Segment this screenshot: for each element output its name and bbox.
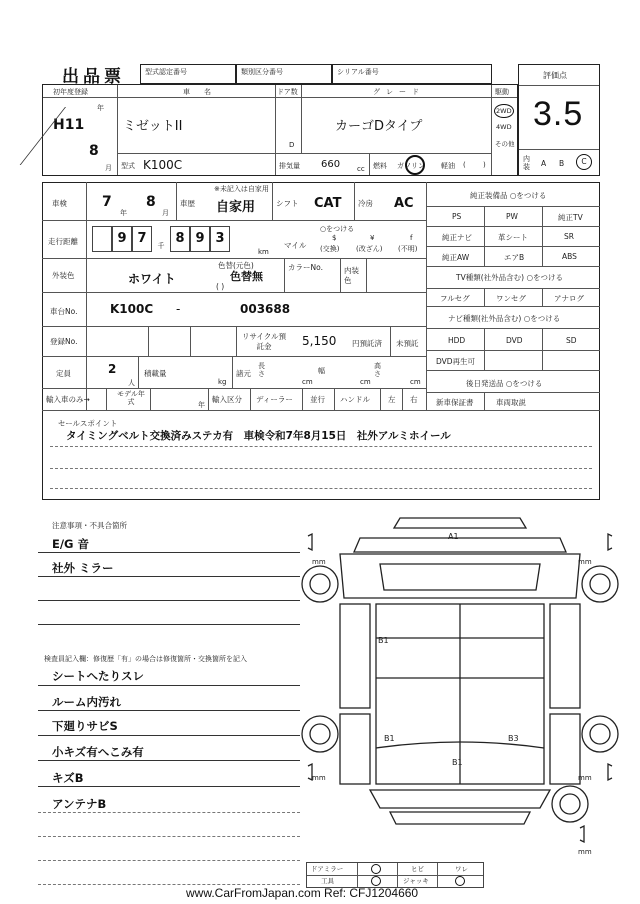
- serial-box: [332, 64, 492, 84]
- meter-exchange-top: $: [332, 234, 337, 242]
- length-label: 長さ: [258, 362, 265, 378]
- color-no-label: カラーNo.: [288, 263, 323, 272]
- width-label: 幅: [318, 367, 325, 375]
- tv-analog: アナログ: [554, 294, 584, 303]
- mm-unit: mm: [312, 558, 326, 566]
- displacement-label: 排気量: [279, 162, 300, 170]
- load-unit: kg: [218, 378, 227, 386]
- navi-sd: SD: [566, 336, 577, 345]
- interior-color-label: 内装色: [344, 266, 359, 285]
- equip-pw: PW: [506, 212, 518, 221]
- recycle-label: リサイクル預託金: [242, 332, 286, 351]
- damage-mark-b1: B1: [452, 758, 463, 767]
- inspector-item: ルーム内汚れ: [52, 695, 121, 709]
- mileage-digit: 8: [170, 226, 190, 252]
- meter-altered: (改ざん): [356, 245, 383, 253]
- rating-label: 評価点: [543, 71, 567, 80]
- navi-title: ナビ種類(社外品含む) ○をつける: [448, 314, 561, 323]
- class-box: [236, 64, 332, 84]
- width-unit: cm: [360, 378, 371, 386]
- capacity-unit: 人: [128, 379, 135, 387]
- shaken-month-unit: 月: [162, 209, 169, 217]
- fuel-label: 燃料: [373, 162, 387, 170]
- fuel-diesel: 軽油: [441, 162, 455, 170]
- legend-table: [306, 862, 484, 888]
- import-parallel: 並行: [310, 395, 325, 404]
- ac-value: AC: [394, 196, 414, 211]
- navi-dvd: DVD: [506, 336, 523, 345]
- meter-exchange: (交換): [320, 245, 340, 253]
- model-year-label: モデル年式: [117, 390, 145, 406]
- navi-hdd: HDD: [448, 336, 466, 345]
- shaken-month: 8: [146, 194, 156, 210]
- tv-oneseg: ワンセグ: [496, 294, 526, 303]
- mm-unit: mm: [578, 774, 592, 782]
- name-label: 車名: [183, 88, 225, 96]
- model-cert-label: 型式認定番号: [145, 68, 187, 76]
- meter-label: マイル: [284, 241, 307, 250]
- fuel-gasoline: ガソリン: [397, 162, 425, 170]
- shaken-label: 車検: [52, 199, 67, 208]
- capacity-label: 定員: [56, 369, 71, 378]
- drive-4wd: 4WD: [496, 123, 512, 131]
- interior-a: A: [541, 159, 547, 168]
- chassis-prefix: K100C: [110, 302, 154, 316]
- sales-point-label: セールスポイント: [58, 419, 118, 428]
- shaken-year-unit: 年: [120, 209, 127, 217]
- chassis-dash: -: [176, 302, 181, 316]
- footer-watermark: www.CarFromJapan.com Ref: CFJ1204660: [186, 886, 419, 900]
- ac-label: 冷房: [358, 199, 373, 208]
- vehicle-info-box: 初年度登録 車名 ドア数 グレード 駆動 H11 年 8 月 ミゼットII D カーゴDタイプ 2WD 4WD その他 型式 K100C 排気量 660 cc 燃料 ガソリン 軽油 ( ): [42, 84, 518, 176]
- fuel-circle-mark: [405, 155, 425, 175]
- drive-2wd-circled: 2WD: [494, 104, 514, 118]
- interior-b: B: [559, 159, 565, 168]
- mileage-digit: 9: [112, 226, 132, 252]
- equip-leather: 革シート: [498, 233, 528, 242]
- shaken-year: 7: [102, 194, 112, 210]
- equip-ps: PS: [452, 212, 462, 221]
- form-title: 出品票: [62, 67, 125, 87]
- drive-label: 駆動: [495, 88, 509, 96]
- import-label: 輸入車のみ→: [46, 395, 90, 404]
- inspector-item: 小キズ有へこみ有: [52, 745, 144, 759]
- shift-value: CAT: [314, 196, 342, 211]
- serial-label: シリアル番号: [337, 68, 379, 76]
- caution-label: 注意事項・不具合箇所: [52, 521, 127, 530]
- legend-circle-mark: [455, 876, 465, 886]
- import-dealer: ディーラー: [256, 395, 293, 404]
- displacement-unit: cc: [357, 165, 365, 173]
- equip-aw: 純正AW: [442, 253, 470, 262]
- damage-mark-b1: B1: [384, 734, 395, 743]
- model-year-unit: 年: [198, 401, 205, 409]
- equip-abs: ABS: [562, 252, 577, 261]
- grade-value: カーゴDタイプ: [335, 119, 423, 134]
- meter-altered-top: ¥: [370, 234, 375, 242]
- mileage-digit: 9: [190, 226, 210, 252]
- equipment-title: 純正装備品 ○をつける: [470, 191, 547, 200]
- handle-left: 左: [388, 395, 396, 404]
- rating-box: [518, 64, 600, 176]
- vehicle-name: ミゼットII: [123, 119, 183, 134]
- dims-label: 諸元: [236, 369, 251, 378]
- mm-unit: mm: [578, 848, 592, 856]
- capacity-value: 2: [108, 362, 117, 376]
- history-label: 車歴: [180, 199, 195, 208]
- after-title: 後日発送品 ○をつける: [466, 379, 543, 388]
- after-warranty: 新車保証書: [436, 398, 474, 407]
- tv-fullseg: フルセグ: [440, 294, 470, 303]
- model-value: K100C: [143, 158, 183, 172]
- legend-door-mirror: ドアミラー: [311, 865, 344, 873]
- history-note: ※未記入は自家用: [214, 185, 269, 193]
- meter-unknown-top: f: [410, 234, 413, 242]
- history-value: 自家用: [216, 200, 256, 215]
- first-reg-month: 8: [89, 143, 99, 159]
- height-label: 高さ: [374, 362, 381, 378]
- legend-crack: ヒビ: [411, 865, 424, 873]
- color-label: 外装色: [52, 271, 75, 280]
- mileage-thousand: 千: [157, 242, 165, 250]
- chassis-number: 003688: [240, 302, 291, 316]
- month-suffix: 月: [105, 164, 112, 172]
- legend-break: ワレ: [455, 865, 468, 873]
- inspector-item: アンテナB: [52, 797, 107, 811]
- legend-circle-mark: [371, 864, 381, 874]
- inspector-item: シートへたりスレ: [52, 669, 144, 683]
- mileage-odometer: [92, 226, 272, 254]
- import-type-label: 輸入区分: [212, 395, 242, 404]
- grade-label: グレード: [373, 88, 425, 96]
- model-label: 型式: [121, 162, 135, 170]
- mileage-digit: 7: [132, 226, 152, 252]
- recycle-value: 5,150: [302, 334, 337, 348]
- dvd-playback: DVD再生可: [436, 357, 476, 366]
- mileage-label: 走行距離: [48, 237, 78, 246]
- color-value: ホワイト: [128, 272, 176, 286]
- equip-navi: 純正ナビ: [442, 233, 472, 242]
- damage-mark-b1: B1: [378, 636, 389, 645]
- equip-tv: 純正TV: [558, 213, 583, 222]
- repaint-paren: ( ): [216, 282, 225, 291]
- recycle-unpaid: 未預託: [396, 339, 419, 348]
- displacement-value: 660: [321, 159, 341, 170]
- sales-point-text: タイミングベルト交換済みステカ有 車検令和7年8月15日 社外アルミホイール: [66, 430, 451, 442]
- after-manual: 車両取説: [496, 398, 526, 407]
- shift-label: シフト: [276, 199, 299, 208]
- caution-item: E/G 音: [52, 537, 89, 551]
- load-label: 積載量: [144, 369, 167, 378]
- meter-unknown: (不明): [398, 245, 418, 253]
- interior-c-circled: C: [576, 154, 592, 170]
- class-label: 類別区分番号: [241, 68, 283, 76]
- year-suffix: 年: [97, 104, 104, 112]
- damage-mark-a1: A1: [448, 532, 459, 541]
- interior-label: 内装: [523, 155, 530, 171]
- first-reg-era: H11: [53, 117, 85, 133]
- mileage-digit: 3: [210, 226, 230, 252]
- reg-no-label: 登録No.: [50, 337, 78, 346]
- tv-title: TV種類(社外品含む) ○をつける: [456, 273, 563, 282]
- mm-unit: mm: [578, 558, 592, 566]
- damage-mark-b3: B3: [508, 734, 519, 743]
- inspector-label: 検査員記入欄：修復歴「有」の場合は修復箇所・交換箇所を記入: [44, 655, 247, 663]
- caution-item: 社外 ミラー: [52, 561, 114, 575]
- height-unit: cm: [410, 378, 421, 386]
- drive-other: その他: [495, 140, 515, 148]
- mm-unit: mm: [312, 774, 326, 782]
- mileage-digit: [92, 226, 112, 252]
- recycle-paid: 円預託済: [352, 339, 382, 348]
- chassis-label: 車台No.: [50, 307, 78, 316]
- first-reg-label: 初年度登録: [53, 88, 88, 96]
- legend-jack: ジャッキ: [403, 877, 429, 885]
- doors-value: D: [289, 141, 295, 149]
- handle-right: 右: [410, 395, 418, 404]
- inspector-item: 下廻りサビS: [52, 719, 118, 733]
- rating-value: 3.5: [533, 95, 584, 133]
- repaint-value: 色替無: [230, 270, 263, 283]
- handle-label: ハンドル: [340, 395, 370, 404]
- legend-tool: 工具: [321, 877, 334, 885]
- inspector-item: キズB: [52, 771, 84, 785]
- equip-airbag: エアB: [504, 253, 525, 262]
- equip-sr: SR: [564, 232, 574, 241]
- model-cert-box: [140, 64, 236, 84]
- length-unit: cm: [302, 378, 313, 386]
- mileage-unit: km: [258, 248, 269, 256]
- meter-circle-note: ○をつける: [320, 225, 355, 233]
- repaint-label: 色替(元色): [218, 261, 254, 270]
- doors-label: ドア数: [277, 88, 298, 96]
- car-damage-diagram: [300, 508, 620, 858]
- legend-circle-mark: [371, 876, 381, 886]
